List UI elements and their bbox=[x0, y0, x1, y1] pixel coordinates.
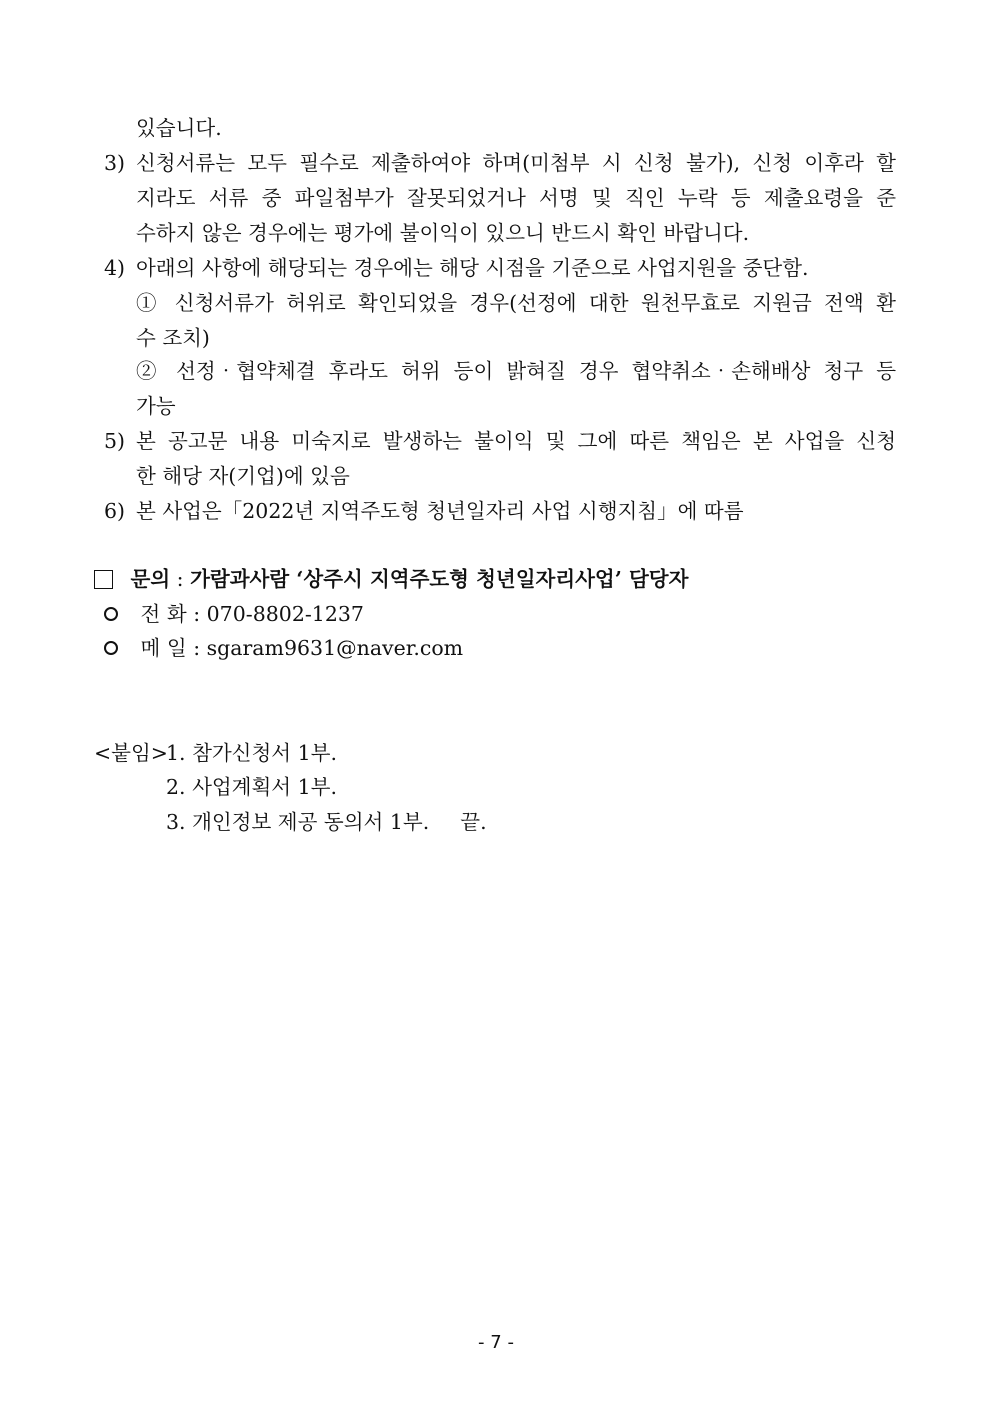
inquiry-label: 문의 bbox=[130, 567, 171, 591]
end-mark: 끝. bbox=[460, 810, 487, 834]
inquiry-text: 가람과사람 ‘상주시 지역주도형 청년일자리사업’ 담당자 bbox=[190, 567, 689, 591]
attachment-item-3 bbox=[166, 806, 487, 838]
attachment-item-1: 1. 참가신청서 1부. bbox=[166, 741, 337, 765]
item5-line-2: 한 해당 자(기업)에 있음 bbox=[136, 464, 350, 488]
item4-sub2-line-2: 가능 bbox=[136, 394, 176, 418]
item3-line-3: 수하지 않은 경우에는 평가에 불이익이 있으니 반드시 확인 바랍니다. bbox=[136, 221, 750, 245]
item4-sub1-line-2: 수 조치) bbox=[136, 326, 210, 350]
checkbox-square-icon bbox=[94, 570, 113, 589]
attachment-item-2: 2. 사업계획서 1부. bbox=[166, 775, 337, 799]
item4-number: 4) bbox=[104, 256, 126, 280]
item3-number: 3) bbox=[104, 151, 126, 175]
item3-line-2: 지라도 서류 중 파일첨부가 잘못되었거나 서명 및 직인 누락 등 제출요령을 준 bbox=[136, 186, 896, 210]
item4-sub2-line-1: ② 선정‧협약체결 후라도 허위 등이 밝혀질 경우 협약취소‧손해배상 청구 등 bbox=[136, 359, 896, 383]
phone-number: 070-8802-1237 bbox=[206, 602, 364, 626]
item4-text: 아래의 사항에 해당되는 경우에는 해당 시점을 기준으로 사업지원을 중단함. bbox=[136, 256, 809, 280]
item5-line-1: 본 공고문 내용 미숙지로 발생하는 불이익 및 그에 따른 책임은 본 사업을 신청 bbox=[136, 429, 896, 453]
inquiry-heading bbox=[94, 563, 688, 595]
email-label: 메 일 bbox=[140, 636, 187, 660]
phone-separator: : bbox=[193, 602, 201, 626]
phone-row bbox=[104, 598, 364, 630]
circle-bullet-icon bbox=[104, 607, 118, 621]
circle-bullet-icon bbox=[104, 641, 118, 655]
item2-tail: 있습니다. bbox=[136, 116, 222, 140]
attachment-item-3-text: 3. 개인정보 제공 동의서 1부. bbox=[166, 810, 430, 834]
email-separator: : bbox=[193, 636, 201, 660]
phone-label: 전 화 bbox=[140, 602, 187, 626]
email-address: sgaram9631@naver.com bbox=[206, 636, 464, 660]
page-number: - 7 - bbox=[478, 1332, 514, 1353]
item3-line-1: 신청서류는 모두 필수로 제출하여야 하며(미첨부 시 신청 불가), 신청 이후라 할 bbox=[136, 151, 896, 175]
item6-number: 6) bbox=[104, 499, 126, 523]
email-row bbox=[104, 632, 463, 664]
item5-number: 5) bbox=[104, 429, 126, 453]
attachments-label: <붙임> bbox=[94, 741, 168, 765]
inquiry-separator: : bbox=[176, 567, 184, 591]
item6-text: 본 사업은「2022년 지역주도형 청년일자리 사업 시행지침」에 따름 bbox=[136, 499, 744, 523]
item4-sub1-line-1: ① 신청서류가 허위로 확인되었을 경우(선정에 대한 원천무효로 지원금 전액 환 bbox=[136, 291, 896, 315]
